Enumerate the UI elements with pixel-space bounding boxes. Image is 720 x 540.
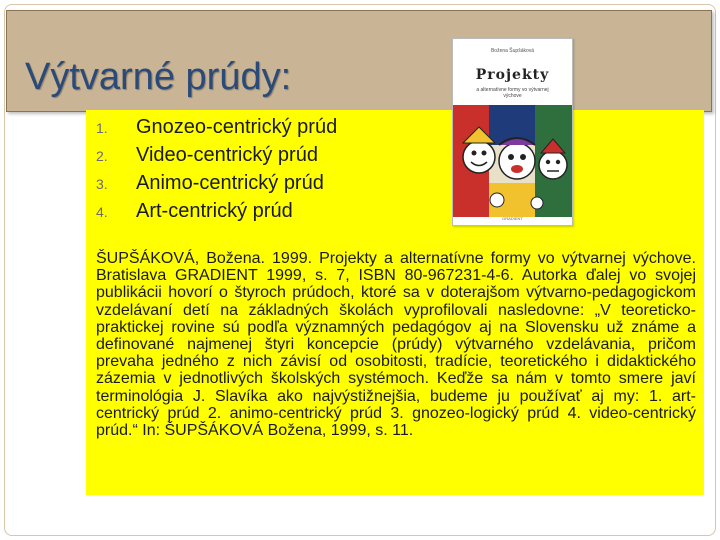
list-item <box>96 144 337 172</box>
list-item <box>96 116 337 144</box>
title-bar <box>6 10 712 112</box>
book-illustration <box>453 105 572 217</box>
citation-text: ŠUPŠÁKOVÁ, Božena. 1999. Projekty a alternatívne formy vo výtvarnej výchove. Bratislava GRADIENT 1999, s. 7, ISBN 80-967231-4-6. Autorka ďalej vo svojej publikácii hovorí o štyroch prúdoch, ktoré sa v doterajšom výtvarno-pedagogickom vzdelávaní detí na základných školách vyprofilovali nasledovne: „V teoreticko-praktickej rovine sú podľa významných pedagógov aj na Slovensku už známe a definované najmenej štyri koncepcie (prúdy) výtvarného vzdelávania, pričom prevaha jedného z nich závisí od osobitosti, tradície, teoretického i didaktického zázemia v jednotlivých školských systémoch. Keďže sa nám v tomto smere javí terminológia J. Slavíka ako najvýstižnejšia, budeme ju používať aj my: 1. art-centrický prúd 2. animo-centrický prúd 3. gnozeo-logický prúd 4. video-centrický prúd.“ In: ŠUPŠÁKOVÁ Božena, 1999, s. 11. <box>96 250 696 440</box>
slide-title-colon: : <box>280 56 292 98</box>
stream-list <box>96 116 337 228</box>
book-cover-image <box>452 38 573 226</box>
slide-title-text: Výtvarné prúdy <box>25 56 281 98</box>
book-title: Projekty <box>475 67 550 83</box>
list-text: Animo-centrický prúd <box>136 172 324 194</box>
list-text: Video-centrický prúd <box>136 144 318 166</box>
list-text: Gnozeo-centrický prúd <box>136 116 338 138</box>
list-item <box>96 200 337 228</box>
list-number: 2. <box>96 148 108 164</box>
list-text: Art-centrický prúd <box>136 200 293 222</box>
list-number: 3. <box>96 176 108 192</box>
list-number: 1. <box>96 120 108 136</box>
list-number: 4. <box>96 204 108 220</box>
book-author: Božena Šupšáková <box>490 48 535 54</box>
list-item <box>96 172 337 200</box>
slide-title <box>25 56 291 99</box>
book-publisher: GRADIENT <box>502 216 523 221</box>
book-subtitle: a alternatívne formy vo výtvarnej výchove <box>476 87 549 99</box>
